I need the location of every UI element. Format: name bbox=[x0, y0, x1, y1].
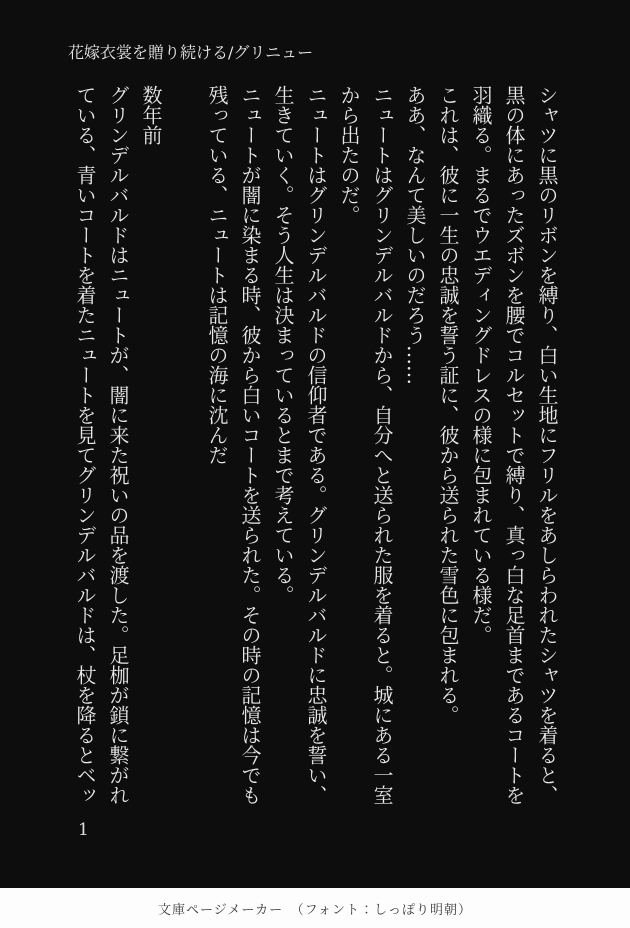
page-title: 花嫁衣裳を贈り続ける/グリニュー bbox=[68, 43, 314, 62]
footer-credit: 文庫ページメーカー （フォント：しっぽり明朝） bbox=[158, 902, 472, 918]
text-line: グリンデルバルドはニュートが、闇に来た祝いの品を渡した。足枷が鎖に繋がれ bbox=[106, 85, 130, 805]
text-line: ニュートはグリンデルバルドの信仰者である。グリンデルバルドに忠誠を誓い、 bbox=[304, 85, 328, 805]
text-line: から出たのだ。 bbox=[337, 85, 361, 225]
text-line: 残っている、ニュートは記憶の海に沈んだ bbox=[205, 85, 229, 465]
text-line: 黒の体にあったズボンを腰でコルセットで縛り、真っ白な足首まであるコートを bbox=[502, 85, 526, 805]
text-line: ああ、なんて美しいのだろう…… bbox=[403, 85, 427, 385]
text-line: 数年前 bbox=[139, 85, 163, 145]
text-line: これは、彼に一生の忠誠を誓う証に、彼から送られた雪色に包まれる。 bbox=[436, 85, 460, 725]
text-line: ニュートはグリンデルバルドから、自分へと送られた服を着ると。城にある一室 bbox=[370, 85, 394, 805]
page-number: 1 bbox=[78, 820, 89, 840]
text-line: ニュートが闇に染まる時、彼から白いコートを送られた。その時の記憶は今でも bbox=[238, 85, 262, 805]
text-line: ている、青いコートを着たニュートを見てグリンデルバルドは、杖を降るとベッ bbox=[73, 85, 97, 805]
vertical-text-body bbox=[68, 85, 563, 811]
text-line bbox=[167, 85, 200, 811]
text-line: 羽織る。まるでウエディングドレスの様に包まれている様だ。 bbox=[469, 85, 493, 645]
text-line: シャツに黒のリボンを縛り、白い生地にフリルをあしらわれたシャツを着ると、 bbox=[535, 85, 559, 805]
footer-bar bbox=[0, 888, 630, 928]
text-line: 生きていく。そう人生は決まっているとまで考えている。 bbox=[271, 85, 295, 605]
